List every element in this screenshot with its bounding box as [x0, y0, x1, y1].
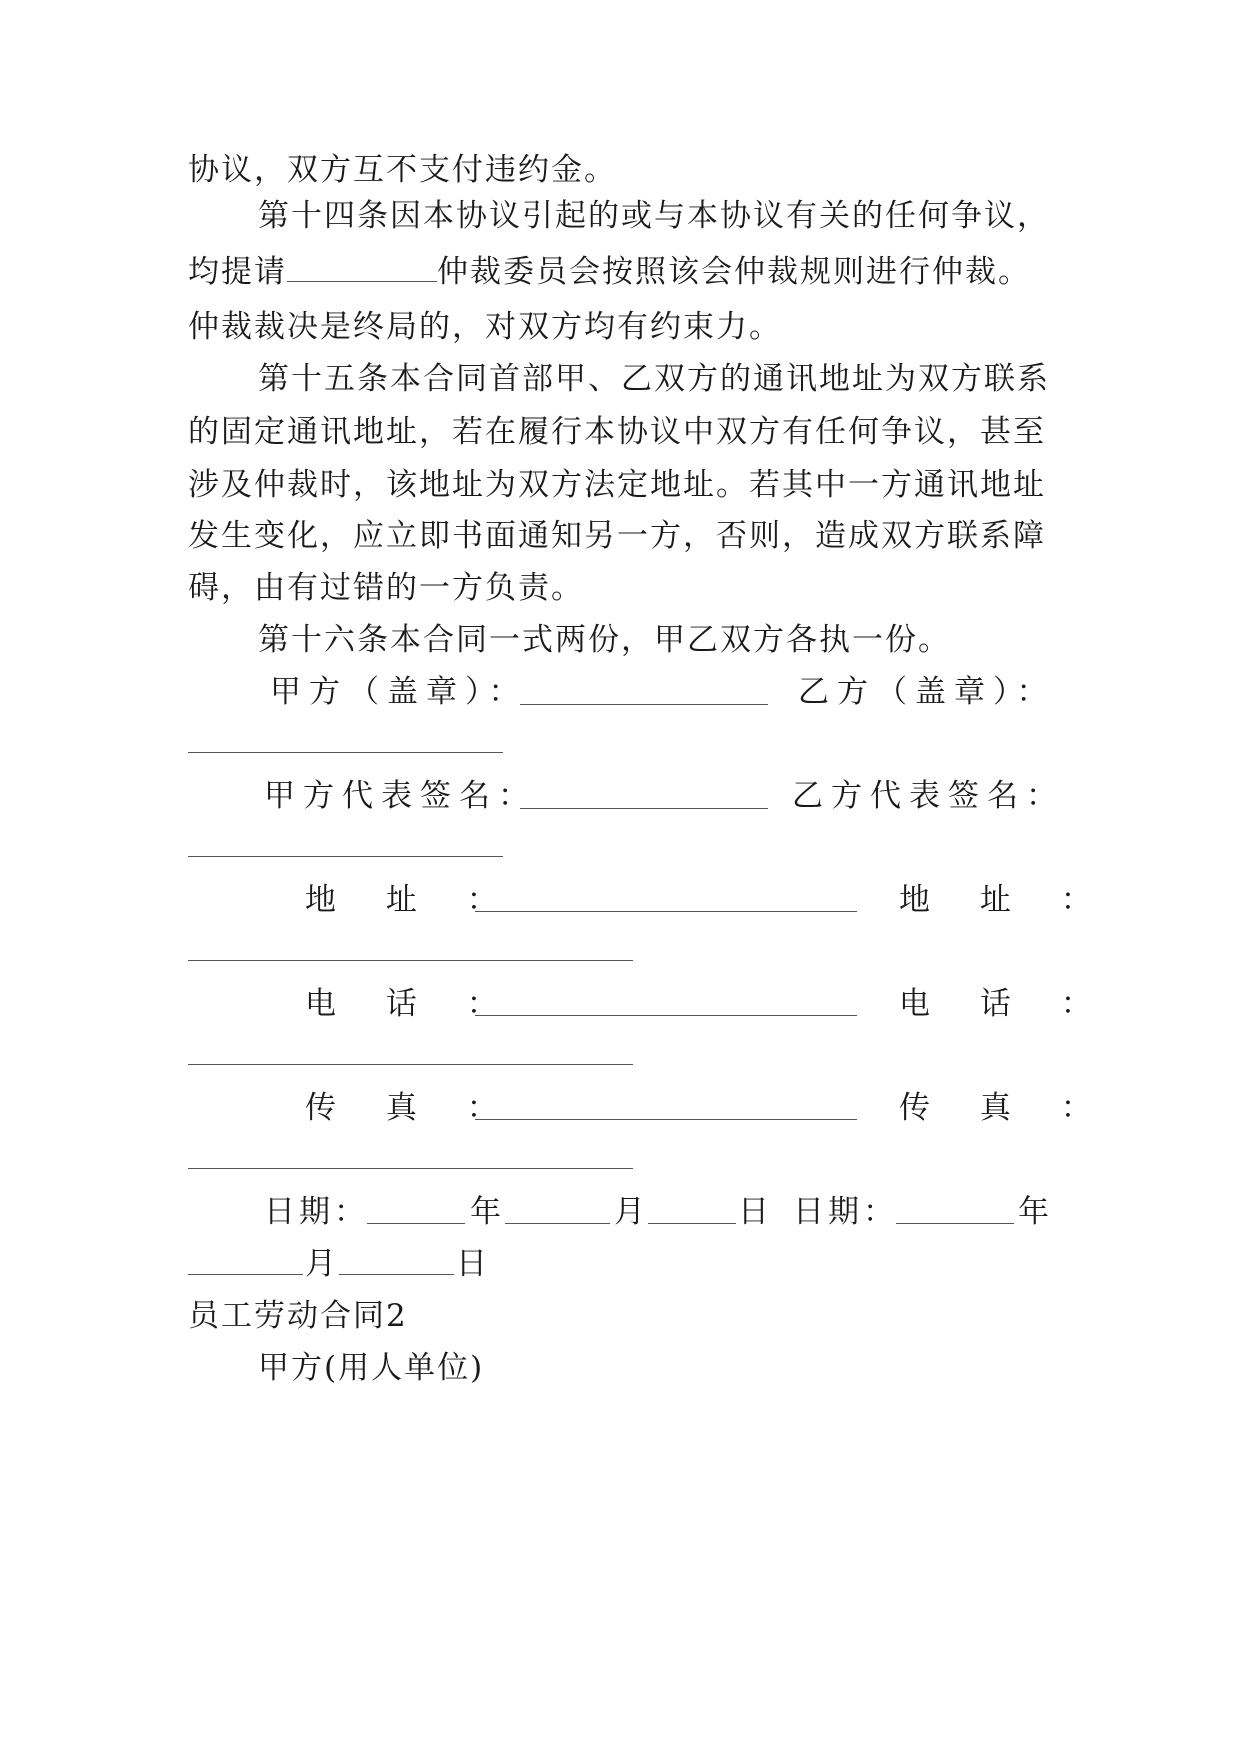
- date-a-label: 日期：: [264, 1194, 369, 1230]
- paragraph-line: 碍，由有过错的一方负责。: [188, 570, 584, 606]
- paragraph-line: 甲方(用人单位): [258, 1350, 485, 1386]
- address-b-blank: [188, 960, 633, 961]
- date-b-month-blank: [188, 1274, 303, 1275]
- paragraph-line: 第十六条本合同一式两份，甲乙双方各执一份。: [258, 622, 951, 658]
- phone-b-label: 电 话 ：: [899, 986, 1112, 1022]
- fax-b-blank: [188, 1168, 633, 1169]
- paragraph-line: [188, 252, 1068, 292]
- blank-underline: [287, 253, 437, 282]
- paragraph-line: 协议，双方互不支付违约金。: [188, 152, 617, 188]
- party-a-rep-label: 甲方代表签名：: [264, 778, 537, 814]
- paragraph-line: 第十五条本合同首部甲、乙双方的通讯地址为双方联系: [258, 361, 1050, 397]
- party-a-seal-blank: [520, 704, 768, 705]
- date-a-month-blank: [505, 1223, 610, 1224]
- party-a-seal-label: 甲方（盖章）：: [270, 674, 528, 710]
- date-a-month-label: 月: [614, 1194, 645, 1230]
- date-b-day-label: 日: [456, 1246, 487, 1282]
- party-b-seal-blank: [188, 752, 503, 753]
- paragraph-line: 第十四条因本协议引起的或与本协议有关的任何争议，: [258, 198, 1050, 234]
- phone-a-label: 电 话 ：: [305, 986, 518, 1022]
- date-b-year-label: 年: [1018, 1194, 1049, 1230]
- date-a-day-blank: [648, 1223, 736, 1224]
- date-b-year-blank: [896, 1223, 1014, 1224]
- paragraph-line: 涉及仲裁时，该地址为双方法定地址。若其中一方通讯地址: [188, 467, 1046, 503]
- paragraph-text: 均提请: [188, 254, 287, 290]
- party-a-rep-blank: [520, 808, 768, 809]
- paragraph-line: 发生变化，应立即书面通知另一方，否则，造成双方联系障: [188, 518, 1046, 554]
- paragraph-line: 仲裁裁决是终局的，对双方均有约束力。: [188, 309, 782, 345]
- phone-a-blank: [475, 1015, 857, 1016]
- fax-a-blank: [475, 1119, 857, 1120]
- date-a-day-label: 日: [738, 1194, 769, 1230]
- address-a-label: 地 址 ：: [305, 882, 518, 918]
- date-b-month-label: 月: [305, 1246, 336, 1282]
- paragraph-line: 的固定通讯地址，若在履行本协议中双方有任何争议，甚至: [188, 414, 1046, 450]
- date-b-day-blank: [339, 1274, 454, 1275]
- fax-b-label: 传 真 ：: [899, 1090, 1112, 1126]
- address-a-blank: [475, 911, 857, 912]
- party-b-rep-blank: [188, 856, 503, 857]
- party-b-rep-label: 乙方代表签名：: [792, 778, 1065, 814]
- date-a-year-label: 年: [470, 1194, 501, 1230]
- party-b-seal-label: 乙方（盖章）：: [798, 674, 1056, 710]
- date-b-label: 日期：: [793, 1194, 898, 1230]
- paragraph-text: 仲裁委员会按照该会仲裁规则进行仲裁。: [437, 254, 1031, 290]
- section-title: 员工劳动合同2: [188, 1298, 408, 1334]
- date-a-year-blank: [367, 1223, 465, 1224]
- address-b-label: 地 址 ：: [899, 882, 1112, 918]
- fax-a-label: 传 真 ：: [305, 1090, 518, 1126]
- phone-b-blank: [188, 1064, 633, 1065]
